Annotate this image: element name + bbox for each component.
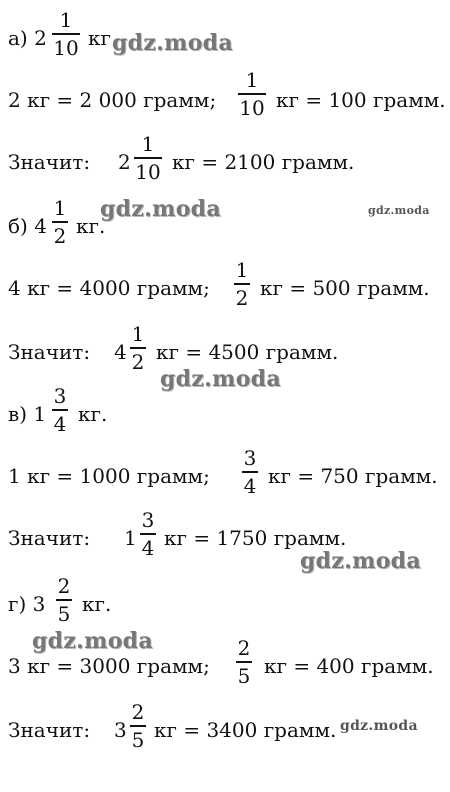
- section-a-line1-left: 2 кг = 2 000 грамм;: [8, 88, 217, 112]
- section-b-conclusion-rest: кг = 4500 грамм.: [156, 340, 339, 364]
- section-c-label: в) 1: [8, 402, 47, 426]
- section-b-line1-right: кг = 500 грамм.: [260, 276, 430, 300]
- section-b-unit: кг.: [76, 214, 106, 238]
- watermark: gdz.moda: [32, 628, 153, 654]
- section-d-label: г) 3: [8, 592, 46, 616]
- section-a-label: а) 2: [8, 26, 47, 50]
- watermark: gdz.moda: [160, 366, 281, 392]
- section-d-line1-left: 3 кг = 3000 грамм;: [8, 654, 210, 678]
- section-b-fraction: 1 2: [53, 196, 67, 248]
- section-d-line1-fraction: 2 5: [237, 636, 251, 688]
- section-d-conclusion-whole: 3: [114, 718, 127, 742]
- section-c-fraction: 3 4: [53, 384, 67, 436]
- section-c-line1-right: кг = 750 грамм.: [268, 464, 438, 488]
- section-c-unit: кг.: [78, 402, 108, 426]
- section-a-line1-right: кг = 100 грамм.: [276, 88, 446, 112]
- section-d-conclusion-prefix: Значит:: [8, 718, 91, 742]
- section-b-conclusion-whole: 4: [114, 340, 127, 364]
- section-c-conclusion-prefix: Значит:: [8, 526, 91, 550]
- section-c-conclusion-fraction: 3 4: [141, 508, 155, 560]
- watermark: gdz.moda: [300, 548, 421, 574]
- section-d-line1-right: кг = 400 грамм.: [264, 654, 434, 678]
- section-a-unit: кг: [88, 26, 111, 50]
- section-b-conclusion-prefix: Значит:: [8, 340, 91, 364]
- section-c-line1-fraction: 3 4: [243, 446, 257, 498]
- section-a-conclusion-rest: кг = 2100 грамм.: [172, 150, 355, 174]
- section-a-conclusion-whole: 2: [118, 150, 131, 174]
- section-c-conclusion-rest: кг = 1750 грамм.: [164, 526, 347, 550]
- watermark: gdz.moda: [368, 204, 430, 217]
- section-b-line1-fraction: 1 2: [235, 258, 249, 310]
- section-a-conclusion-prefix: Значит:: [8, 150, 91, 174]
- section-b-line1-left: 4 кг = 4000 грамм;: [8, 276, 210, 300]
- section-d-conclusion-rest: кг = 3400 грамм.: [154, 718, 337, 742]
- section-a-line1-fraction: 1 10: [239, 68, 265, 120]
- section-b-conclusion-fraction: 1 2: [131, 322, 145, 374]
- watermark: gdz.moda: [112, 30, 233, 56]
- section-d-fraction: 2 5: [57, 574, 71, 626]
- section-a-fraction: 1 10: [53, 8, 79, 60]
- section-c-conclusion-whole: 1: [124, 526, 137, 550]
- section-a-conclusion-fraction: 1 10: [135, 132, 161, 184]
- section-b-label: б) 4: [8, 214, 47, 238]
- section-c-line1-left: 1 кг = 1000 грамм;: [8, 464, 210, 488]
- watermark: gdz.moda: [100, 196, 221, 222]
- watermark: gdz.moda: [340, 718, 418, 734]
- section-d-unit: кг.: [82, 592, 112, 616]
- section-d-conclusion-fraction: 2 5: [131, 700, 145, 752]
